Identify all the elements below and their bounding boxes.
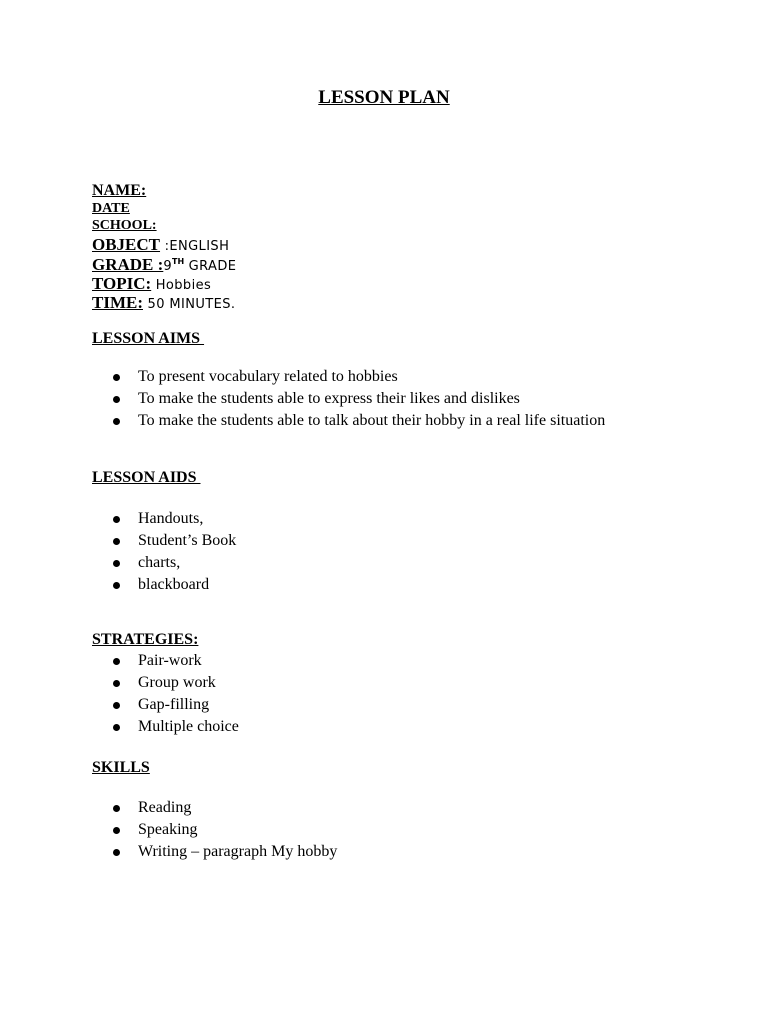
bullet-icon [113,516,120,523]
aids-item: Student’s Book [138,532,237,549]
time-value: 50 MINUTES. [143,297,236,312]
time-row [92,294,235,312]
grade-row [92,256,236,274]
topic-row [92,275,211,293]
grade-value: GRADE [184,259,237,274]
bullet-icon [113,805,120,812]
skills-item: Reading [138,799,192,816]
aims-item: To make the students able to express their likes and dislikes [138,390,520,407]
bullet-icon [113,702,120,709]
skills-item: Writing – paragraph My hobby [138,843,338,860]
bullet-icon [113,374,120,381]
strategies-item: Gap-filling [138,696,210,713]
object-value: :ENGLISH [160,239,230,254]
grade-label: GRADE : [92,255,164,274]
object-row [92,236,229,254]
bullet-icon [113,680,120,687]
school-label: SCHOOL: [92,218,157,233]
strategies-item: Pair-work [138,652,202,669]
skills-item: Speaking [138,821,198,838]
bullet-icon [113,658,120,665]
strategies-heading: STRATEGIES: [92,631,199,648]
aims-item: To make the students able to talk about their hobby in a real life situation [138,412,606,429]
topic-value: Hobbies [151,278,212,293]
bullet-icon [113,724,120,731]
time-label: TIME: [92,293,143,312]
strategies-item: Multiple choice [138,718,239,735]
bullet-icon [113,827,120,834]
aims-heading: LESSON AIMS [92,330,205,347]
bullet-icon [113,849,120,856]
document-title: LESSON PLAN [318,87,450,108]
date-label: DATE [92,201,130,216]
bullet-icon [113,560,120,567]
bullet-icon [113,538,120,545]
aids-heading: LESSON AIDS [92,469,201,486]
bullet-icon [113,582,120,589]
bullet-icon [113,396,120,403]
grade-number: 9 [163,259,172,274]
grade-superscript: TH [171,257,185,266]
bullet-icon [113,418,120,425]
object-label: OBJECT [92,235,161,254]
skills-heading: SKILLS [92,759,150,776]
aims-item: To present vocabulary related to hobbies [138,368,398,385]
aids-item: blackboard [138,576,210,593]
strategies-item: Group work [138,674,216,691]
name-label: NAME: [92,182,147,199]
aids-item: charts, [138,554,181,571]
aids-item: Handouts, [138,510,204,527]
topic-label: TOPIC: [92,274,152,293]
